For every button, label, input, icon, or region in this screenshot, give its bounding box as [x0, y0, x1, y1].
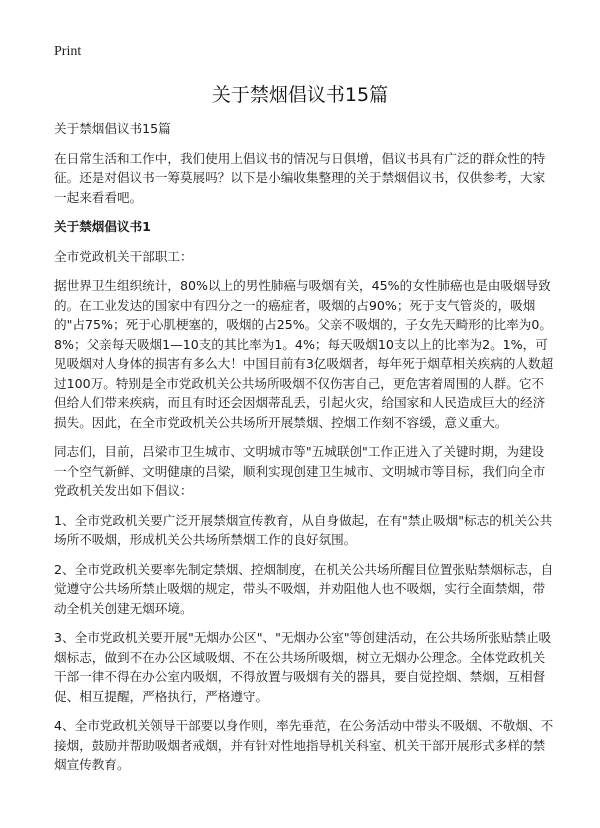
body-paragraph: 4、全市党政机关领导干部要以身作则，率先垂范，在公务活动中带头不吸烟、不敬烟、不接烟，鼓励并帮助吸烟者戒烟，并有针对性地指导机关科室、机关干部开展形式多样的禁烟宣传教育。 — [54, 718, 554, 772]
article-body — [54, 119, 554, 785]
greeting: 全市党政机关干部职工： — [54, 248, 193, 264]
body-paragraph: 据世界卫生组织统计，80%以上的男性肺癌与吸烟有关，45%的女性肺癌也是由吸烟导致的。在工业发达的国家中有四分之一的癌症者，吸烟的占90%；死于支气管炎的，吸烟的"占75%；死于心肌梗塞的，吸烟的占25%。父亲不吸烟的，子女先天畸形的比率为0。8%；父亲每天吸烟1—10支的其比率为1。4%；每天吸烟10支以上的比率为2。1%，可见吸烟对人身体的损害有多么大！中国目前有3亿吸烟者，每年死于烟草相关疾病的人数超过100万。特别是全市党政机关公共场所吸烟不仅伤害自己，更危害着周围的人群。它不但给人们带来疾病，而且有时还会因烟蒂乱丢，引起火灾，给国家和人民造成巨大的经济损失。因此，在全市党政机关公共场所开展禁烟、控烟工作刻不容缓，意义重大。 — [54, 278, 554, 430]
page-title: 关于禁烟倡议书15篇 — [211, 84, 389, 106]
body-paragraph: 2、全市党政机关要率先制定禁烟、控烟制度，在机关公共场所醒目位置张贴禁烟标志，自觉遵守公共场所禁止吸烟的规定，带头不吸烟，并劝阻他人也不吸烟，实行全面禁烟，带动全机关创建无烟环境。 — [54, 561, 554, 616]
body-paragraph: 3、全市党政机关要开展"无烟办公区"、"无烟办公室"等创建活动，在公共场所张贴禁止吸烟标志，做到不在办公区域吸烟、不在公共场所吸烟，树立无烟办公理念。全体党政机关干部一律不得在办公室内吸烟，不得放置与吸烟有关的器具，要自觉控烟、禁烟，互相督促、相互提醒，严格执行，严格遵守。 — [54, 630, 552, 704]
article-subtitle: 关于禁烟倡议书15篇 — [54, 121, 171, 136]
body-paragraph: 同志们，目前，吕梁市卫生城市、文明城市等"五城联创"工作正进入了关键时期，为建设一个空气新鲜、文明健康的吕梁，顺利实现创建卫生城市、文明城市等目标，我们向全市党政机关发出如下倡议： — [54, 444, 546, 498]
body-paragraph: 1、全市党政机关要广泛开展禁烟宣传教育，从自身做起，在有"禁止吸烟"标志的机关公共场所不吸烟，形成机关公共场所禁烟工作的良好氛围。 — [54, 512, 553, 547]
intro-paragraph: 在日常生活和工作中，我们使用上倡议书的情况与日俱增，倡议书具有广泛的群众性的特征。还是对倡议书一筹莫展吗？以下是小编收集整理的关于禁烟倡议书，仅供参考，大家一起来看看吧。 — [54, 150, 546, 205]
section-heading: 关于禁烟倡议书1 — [54, 219, 151, 234]
print-link[interactable]: Print — [54, 44, 82, 59]
